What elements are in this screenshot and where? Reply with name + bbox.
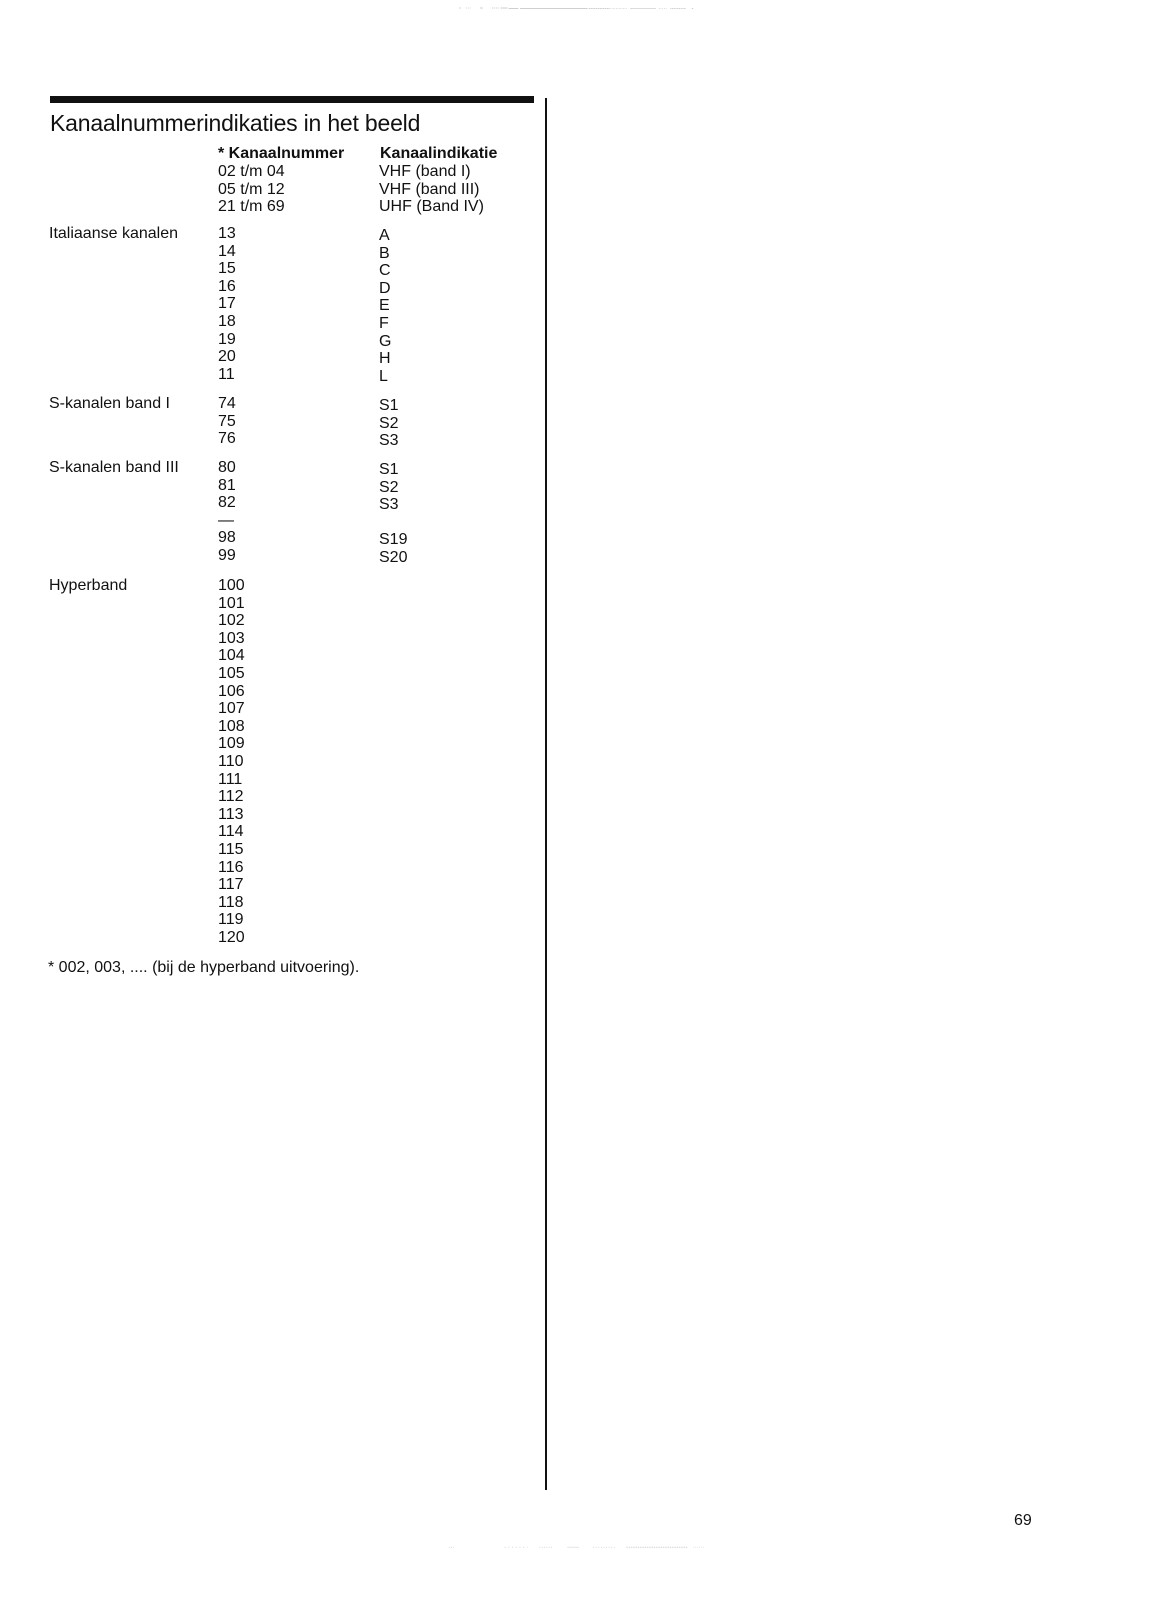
channel-indication: S3 [379, 432, 399, 450]
scan-artifact-bottom [0, 1546, 1149, 1550]
group-label: S-kanalen band III [49, 459, 179, 476]
channel-number: 20 [218, 348, 236, 366]
channel-indication: S20 [379, 548, 408, 566]
channel-number: 80 [218, 459, 236, 476]
channel-number: 98 [218, 529, 236, 547]
channel-number: 15 [218, 260, 236, 278]
channel-indication: S2 [379, 478, 399, 496]
channel-number: 74 [218, 395, 236, 412]
channel-indication [379, 514, 407, 532]
channel-indication: S2 [379, 414, 399, 432]
channel-number: 111 [218, 770, 243, 788]
group-label: Hyperband [49, 577, 128, 594]
channel-indication-list [379, 461, 407, 567]
column-header-kanaalindikatie: Kanaalindikatie [380, 145, 498, 162]
page-title: Kanaalnummerindikaties in het beeld [50, 110, 421, 136]
channel-number: 110 [218, 752, 244, 770]
channel-indication: H [379, 350, 391, 368]
channel-indication-list [379, 227, 391, 385]
channel-number: 19 [218, 330, 236, 348]
channel-number: 81 [218, 476, 236, 494]
channel-number: 118 [218, 893, 244, 911]
channel-number: 17 [218, 295, 236, 313]
channel-indication: L [379, 367, 388, 385]
channel-number: 119 [218, 911, 244, 929]
channel-indication: S19 [379, 531, 408, 549]
channel-indication: C [379, 262, 391, 280]
channel-number: 21 t/m 69 [218, 198, 285, 216]
channel-number: 106 [218, 682, 245, 700]
channel-indication-list [379, 397, 399, 450]
channel-number-list [218, 225, 236, 383]
page-number: 69 [1014, 1512, 1032, 1529]
channel-indication: F [379, 314, 389, 332]
channel-number: 114 [218, 823, 244, 841]
channel-number-list [218, 577, 245, 946]
footnote: * 002, 003, .... (bij de hyperband uitvoering). [48, 959, 360, 976]
channel-number: 115 [218, 840, 244, 858]
channel-number: 11 [218, 365, 235, 383]
channel-number: 02 t/m 04 [218, 163, 285, 180]
channel-number: 108 [218, 717, 245, 735]
channel-number: 18 [218, 312, 236, 330]
channel-number: 05 t/m 12 [218, 180, 285, 198]
channel-number: 101 [218, 594, 245, 612]
channel-indication: G [379, 332, 392, 350]
channel-number: 99 [218, 546, 236, 564]
scan-artifact-top [0, 6, 1149, 10]
channel-number-list [218, 459, 236, 565]
channel-number: 104 [218, 647, 245, 665]
channel-number: 113 [218, 805, 244, 823]
channel-number: 76 [218, 430, 236, 448]
column-divider [545, 98, 547, 1490]
channel-number: 16 [218, 277, 236, 295]
channel-indication: E [379, 297, 390, 315]
channel-indication: D [379, 279, 391, 297]
channel-number: 102 [218, 612, 245, 630]
channel-number: 13 [218, 225, 236, 242]
channel-indication: VHF (band I) [379, 163, 471, 180]
channel-number: 105 [218, 664, 245, 682]
channel-number: 112 [218, 788, 244, 806]
channel-indication: S3 [379, 496, 399, 514]
channel-number-list [218, 163, 285, 216]
channel-number: 107 [218, 700, 245, 718]
channel-indication: B [379, 244, 390, 262]
channel-number: 82 [218, 494, 236, 512]
channel-indication: A [379, 227, 390, 244]
channel-number: — [218, 511, 234, 529]
channel-number: 100 [218, 577, 245, 594]
channel-number: 103 [218, 629, 245, 647]
top-rule [50, 96, 534, 103]
column-header-kanaalnummer: * Kanaalnummer [218, 145, 345, 162]
channel-indication: VHF (band III) [379, 180, 480, 198]
group-label: S-kanalen band I [49, 395, 170, 412]
channel-indication-list [379, 163, 484, 216]
channel-number: 14 [218, 242, 236, 260]
channel-number-list [218, 395, 236, 448]
channel-indication: UHF (Band IV) [379, 198, 484, 216]
channel-indication: S1 [379, 461, 399, 478]
channel-number: 109 [218, 735, 245, 753]
channel-number: 116 [218, 858, 244, 876]
channel-number: 75 [218, 412, 236, 430]
channel-number: 117 [218, 876, 244, 894]
group-label: Italiaanse kanalen [49, 225, 178, 242]
channel-number: 120 [218, 928, 245, 946]
channel-indication: S1 [379, 397, 399, 414]
